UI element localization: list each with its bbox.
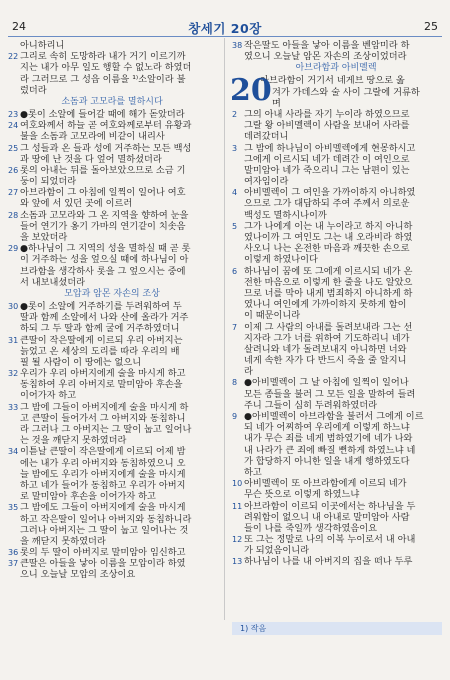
verse-line	[8, 62, 216, 73]
verse-line	[8, 368, 216, 379]
verse-line	[8, 232, 216, 243]
verse-line	[232, 109, 440, 120]
verse-line	[232, 411, 440, 422]
verse-text: 이어가자 하고	[20, 390, 77, 402]
verse-line	[8, 390, 216, 401]
verse-line	[8, 558, 216, 569]
verse-number: 9	[232, 412, 238, 421]
verse-text: 고 큰딸이 들어가서 그 아버지와 동침하니	[20, 412, 186, 424]
verse-line	[8, 413, 216, 424]
verse-text: 며	[272, 97, 281, 109]
verse-line	[232, 165, 440, 176]
page-number-left: 24	[12, 20, 26, 33]
verse-number: 33	[8, 402, 19, 412]
verse-line	[8, 514, 216, 525]
verse-line	[8, 74, 216, 85]
verse-line	[232, 143, 440, 154]
verse-text: 려워함이 없으니 내 아내로 말미암아 사람	[244, 511, 410, 523]
verse-number: 36	[8, 548, 19, 558]
verse-text: 라 그러나 그 아버지는 그 딸이 눕고 일어나	[20, 424, 192, 435]
verse-text: 그가 나에게 이는 내 누이라고 하지 아니하	[244, 220, 413, 232]
verse-number: 26	[8, 165, 19, 175]
verse-text: 하고	[244, 466, 262, 478]
verse-text: 필 될 사람이 이 땅에는 없으니	[20, 356, 142, 368]
verse-line	[8, 379, 216, 390]
verse-line	[232, 433, 440, 444]
verse-number: 24	[8, 121, 19, 131]
verse-number: 34	[8, 447, 19, 457]
verse-line	[232, 120, 440, 131]
verse-text: 데려갔더니	[244, 131, 289, 143]
verse-number: 29	[8, 244, 19, 254]
verse-line	[8, 525, 216, 536]
verse-text: 딸과 함께 소알에서 나와 산에 올라가 거주	[20, 312, 189, 324]
verse-text: 였나이까 그 여인도 그는 내 오라비라 하였	[244, 232, 413, 243]
verse-text: 그에게 이르시되 네가 데려간 이 여인으로	[244, 153, 410, 165]
verse-text: 이제 그 사람의 아내를 돌려보내라 그는 선	[244, 321, 413, 333]
verse-text: 또 그는 정말로 나의 이복 누이로서 내 아내	[244, 534, 416, 546]
verse-text: 모든 종들을 불러 그 모든 일을 말하여 들려	[244, 388, 416, 400]
verse-text: 작은딸도 아들을 낳아 이름을 벤암미라 하	[244, 40, 410, 51]
verse-line	[8, 254, 216, 265]
verse-line	[232, 51, 440, 62]
verse-text: 여호와께서 하늘 곧 여호와께로부터 유황과	[20, 120, 192, 132]
left-column	[8, 40, 216, 581]
right-column	[232, 40, 440, 568]
page-header	[0, 0, 450, 36]
verse-text: ●하나님이 그 지역의 성을 멸하실 때 곧 롯	[20, 243, 191, 255]
verse-line	[8, 131, 216, 142]
verse-line	[232, 512, 440, 523]
verse-text: 내 나라가 큰 죄에 빠질 뻔하게 하였느냐 네	[244, 444, 416, 456]
verse-text: ●롯이 소알에 들어갈 때에 해가 돋았더라	[20, 108, 185, 120]
verse-text: 백성도 멸하시나이까	[244, 209, 327, 221]
verse-text: 아비멜렉이 그 여인을 가까이하지 아니하였	[244, 187, 416, 199]
verse-line	[8, 85, 216, 96]
verse-text: 을 보았더라	[20, 232, 68, 243]
verse-line	[8, 154, 216, 165]
verse-number: 35	[8, 503, 19, 513]
verse-text: 둥이 되었더라	[20, 176, 77, 188]
verse-number: 3	[232, 143, 238, 153]
verse-text: 였나니 여인에게 가까이하지 못하게 함이	[244, 299, 407, 311]
verse-line	[232, 501, 440, 512]
verse-text: 하고 네가 들어가 동침하고 우리가 아버지	[20, 479, 186, 491]
verse-text: 과 땅에 난 것을 다 엎어 멸하셨더라	[20, 153, 162, 165]
verse-line	[8, 198, 216, 209]
verse-text: 말미암아 네가 죽으리니 그는 남편이 있는	[244, 164, 410, 176]
verse-text: 이렇게 하였나이다	[244, 254, 318, 266]
verse-line	[232, 355, 440, 366]
chapter-number: 20	[230, 73, 272, 109]
verse-text: 그 밤에 하나님이 아비멜렉에게 현몽하시고	[244, 142, 416, 154]
verse-line	[232, 299, 440, 310]
verse-line	[8, 51, 216, 62]
verse-text: 그랄 왕 아비멜렉이 사람을 보내어 사라를	[244, 120, 410, 132]
verse-text: 그 성들과 온 들과 성에 거주하는 모든 백성	[20, 142, 192, 154]
verse-text: 롯의 두 딸이 아버지로 말미암아 임신하고	[20, 547, 186, 559]
verse-text: 내가 무슨 죄를 네게 범하였기에 네가 나와	[244, 433, 413, 445]
verse-line	[232, 422, 440, 433]
verse-text: 네게 속한 자가 다 반드시 죽을 줄 알지니	[244, 355, 407, 367]
verse-line	[232, 400, 440, 411]
verse-line	[8, 187, 216, 198]
section-heading: 소돔과 고모라를 멸하시다	[61, 96, 163, 107]
verse-line	[232, 131, 440, 142]
verse-line	[8, 176, 216, 187]
verse-number: 32	[8, 369, 19, 379]
verse-line	[232, 467, 440, 478]
verse-line	[8, 40, 216, 51]
page-number-right: 25	[424, 20, 438, 33]
verse-line	[232, 277, 440, 288]
verse-number: 6	[232, 266, 238, 276]
verse-text: 가 합당하지 아니한 일을 내게 행하였도다	[244, 455, 410, 467]
verse-text: 큰딸은 아들을 낳아 이름을 모압이라 하였	[20, 558, 186, 570]
verse-line	[232, 377, 440, 388]
verse-line	[8, 143, 216, 154]
verse-line	[8, 469, 216, 480]
verse-line	[232, 198, 440, 209]
verse-text: 주니 그들이 심히 두려워하였더라	[244, 399, 378, 411]
verse-number: 2	[232, 109, 238, 119]
verse-text: 이튿날 큰딸이 작은딸에게 이르되 어제 밤	[20, 446, 186, 458]
verse-number: 8	[232, 378, 238, 388]
verse-line	[8, 502, 216, 513]
verse-text: 하나님이 나를 내 아버지의 집을 떠나 두루	[244, 556, 413, 568]
verse-text: 큰딸이 작은딸에게 이르되 우리 아버지는	[20, 334, 183, 346]
verse-line	[8, 480, 216, 491]
header-rule	[8, 36, 442, 37]
verse-text: 겨가 가데스와 술 사이 그랄에 거류하	[272, 86, 420, 98]
verse-text: 지는 내가 아무 일도 행할 수 없노라 하였더	[20, 62, 192, 74]
verse-text: 사오니 나는 온전한 마음과 깨끗한 손으로	[244, 243, 410, 255]
verse-text: 소돔과 고모라와 그 온 지역을 향하여 눈을	[20, 209, 189, 221]
verse-text: 으므로 그가 대답하되 주여 주께서 의로운	[244, 198, 410, 210]
verse-text: 하나님이 꿈에 또 그에게 이르시되 네가 온	[244, 265, 413, 277]
verse-line	[232, 221, 440, 232]
verse-line	[232, 254, 440, 265]
verse-text: 라 그러므로 그 성읍 이름을 ¹⁾소알이라 불	[20, 73, 186, 85]
verse-text: 서 내보내셨더라	[20, 276, 86, 288]
verse-text: 그의 아내 사라를 자기 누이라 하였으므로	[244, 108, 410, 120]
verse-line	[8, 402, 216, 413]
verse-text: 여자임이라	[244, 176, 289, 188]
verse-line	[232, 154, 440, 165]
verse-line	[8, 243, 216, 254]
verse-text: 아브라함이 이르되 이곳에서는 하나님을 두	[244, 500, 416, 512]
verse-text: 아니하리니	[20, 40, 65, 51]
verse-line	[8, 424, 216, 435]
verse-line	[232, 445, 440, 456]
verse-text: 렀더라	[20, 84, 47, 96]
verse-line	[232, 40, 440, 51]
verse-number: 28	[8, 210, 19, 220]
verse-line	[8, 109, 216, 120]
verse-text: ●아비멜렉이 그 날 아침에 일찍이 일어나	[244, 377, 409, 389]
verse-line	[8, 312, 216, 323]
verse-text: 므로 너를 막아 내게 범죄하지 아니하게 하	[244, 287, 413, 299]
verse-line	[232, 333, 440, 344]
verse-text: 을 깨닫지 못하였더라	[20, 535, 106, 547]
verse-number: 23	[8, 109, 19, 119]
verse-line	[8, 491, 216, 502]
verse-text: 아브라함이 거기서 네게브 땅으로 옮	[260, 75, 405, 87]
verse-text: 무슨 뜻으로 이렇게 하였느냐	[244, 489, 360, 501]
verse-text: 그 밤에도 그들이 아버지에게 술을 마시게	[20, 502, 186, 514]
column-divider	[224, 38, 225, 620]
verse-text: 우리가 우리 아버지에게 술을 마시게 하고	[20, 368, 186, 380]
verse-line	[232, 210, 440, 221]
verse-line	[232, 456, 440, 467]
verse-line	[232, 556, 440, 567]
verse-text: 하되 그 두 딸과 함께 굴에 거주하였더니	[20, 323, 180, 335]
verse-text: 불을 소돔과 고모라에 비같이 내리사	[20, 131, 165, 143]
verse-number: 4	[232, 188, 238, 198]
verse-text: 아브라함이 그 아침에 일찍이 일어나 여호	[20, 187, 186, 199]
verse-text: 브라함을 생각하사 롯을 그 엎으시는 중에	[20, 265, 186, 277]
verse-text: 라	[244, 366, 253, 378]
verse-text: 이 거주하는 성을 엎으실 때에 하나님이 아	[20, 254, 189, 266]
verse-line	[232, 243, 440, 254]
verse-line	[232, 344, 440, 355]
verse-text: ●롯이 소알에 거주하기를 두려워하여 두	[20, 300, 182, 312]
verse-text: 로 말미암아 후손을 이어가자 하고	[20, 491, 156, 503]
verse-line	[8, 458, 216, 469]
verse-line	[8, 569, 216, 580]
verse-text: 그러나 아버지는 그 딸이 눕고 일어나는 것	[20, 524, 189, 536]
verse-line	[8, 120, 216, 131]
verse-text: 살려니와 네가 돌려보내지 아니하면 너와	[244, 343, 407, 355]
verse-number: 11	[232, 501, 243, 511]
verse-line	[232, 266, 440, 277]
verse-line	[232, 187, 440, 198]
verse-line	[8, 536, 216, 547]
verse-number: 25	[8, 143, 19, 153]
verse-text: 하고 작은딸이 일어나 아버지와 동침하니라	[20, 513, 192, 525]
verse-line	[232, 545, 440, 556]
verse-line	[232, 478, 440, 489]
verse-text: 전한 마음으로 이렇게 한 줄을 나도 알았으	[244, 276, 413, 288]
verse-line	[232, 523, 440, 534]
verse-text: 되 네가 어찌하여 우리에게 이렇게 하느냐	[244, 422, 410, 434]
verse-line	[8, 323, 216, 334]
verse-text: 에는 내가 우리 아버지와 동침하였으니 오	[20, 457, 186, 469]
verse-number: 12	[232, 535, 243, 545]
verse-line	[8, 266, 216, 277]
verse-line	[8, 221, 216, 232]
verse-number: 30	[8, 301, 19, 311]
verse-text: ●아비멜렉이 아브라함을 불러서 그에게 이르	[244, 411, 424, 422]
verse-text: 들이 나를 죽일까 생각하였음이요	[244, 522, 378, 534]
verse-text: 늘 밤에도 우리가 아버지에게 술을 마시게	[20, 468, 186, 480]
verse-line	[232, 232, 440, 243]
verse-number: 38	[232, 41, 243, 50]
verse-line	[8, 277, 216, 288]
verse-text: 롯의 아내는 뒤를 돌아보았으므로 소금 기	[20, 164, 186, 176]
verse-text: 들어 연기가 옹기 가마의 연기같이 치솟음	[20, 220, 186, 232]
verse-text: 늙었고 온 세상의 도리를 따라 우리의 배	[20, 345, 180, 357]
footnote-text: 1) 작음	[240, 624, 267, 633]
verse-text: 가 되었음이니라	[244, 545, 310, 557]
verse-text: 이 때문이니라	[244, 310, 301, 322]
verse-line	[8, 301, 216, 312]
verse-text: 그리로 속히 도망하라 내가 거기 이르기까	[20, 51, 186, 63]
section-heading: 모압과 암몬 자손의 조상	[64, 288, 160, 299]
verse-text: 아비멜렉이 또 아브라함에게 이르되 네가	[244, 478, 407, 490]
verse-text: 는 것을 깨닫지 못하였더라	[20, 435, 127, 447]
verse-text: 그 밤에 그들이 아버지에게 술을 마시게 하	[20, 401, 189, 413]
footnote	[232, 622, 442, 635]
verse-line	[232, 534, 440, 545]
verse-number: 10	[232, 479, 243, 489]
verse-number: 27	[8, 188, 19, 198]
verse-line	[8, 210, 216, 221]
verse-line	[232, 310, 440, 321]
verse-line	[8, 357, 216, 368]
verse-line	[8, 446, 216, 457]
verse-text: 으니 오늘날 모압의 조상이요	[20, 569, 136, 581]
verse-number: 22	[8, 52, 19, 62]
verse-text: 지자라 그가 너를 위하여 기도하리니 네가	[244, 332, 410, 344]
verse-line	[232, 322, 440, 333]
verse-text: 와 앞에 서 있던 곳에 이르러	[20, 198, 133, 210]
verse-number: 5	[232, 221, 238, 231]
verse-text: 였으니 오늘날 암몬 자손의 조상이었더라	[244, 51, 407, 63]
verse-number: 13	[232, 557, 243, 567]
verse-line	[8, 165, 216, 176]
verse-number: 37	[8, 559, 19, 569]
section-heading: 아브라함과 아비멜렉	[295, 63, 377, 74]
verse-number: 31	[8, 335, 19, 345]
verse-line	[232, 389, 440, 400]
verse-line	[232, 489, 440, 500]
verse-line	[232, 176, 440, 187]
chapter-title: 창세기 20장	[188, 21, 262, 36]
verse-line	[8, 547, 216, 558]
verse-line	[232, 288, 440, 299]
verse-line	[8, 435, 216, 446]
verse-line	[8, 346, 216, 357]
verse-number: 7	[232, 322, 238, 332]
verse-text: 동침하여 우리 아버지로 말미암아 후손을	[20, 379, 183, 391]
verse-line	[232, 366, 440, 377]
verse-line	[8, 335, 216, 346]
